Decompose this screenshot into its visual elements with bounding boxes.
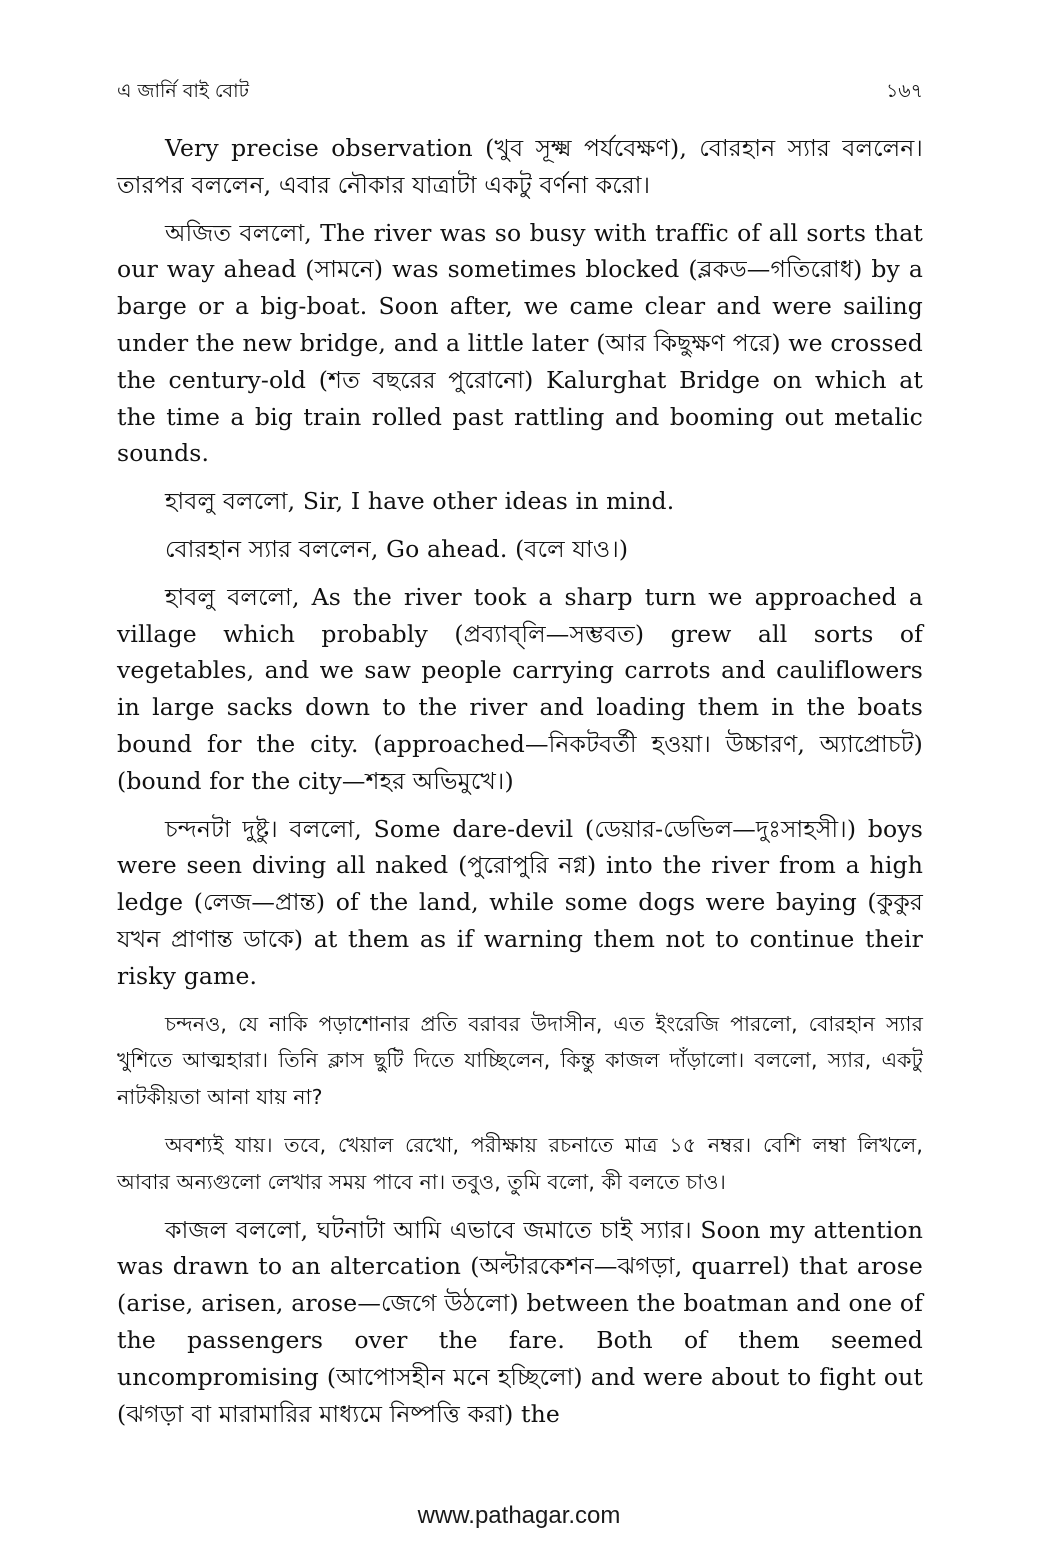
paragraph-8: অবশ্যই যায়। তবে, খেয়াল রেখো, পরীক্ষায় রচনাতে মাত্র ১৫ নম্বর। বেশি লম্বা লিখলে, আবার অন্যগুলো লেখার সময় পাবে না। তবুও, তুমি বলো, কী বলতে চাও। <box>117 1132 923 1194</box>
paragraph-5: হাবলু বললো, As the river took a sharp turn we approached a village which probably (প্রব্যাব্‌লি—সম্ভবত) grew all sorts of vegetables, and we saw people carrying carrots and cauliflowers in large sacks down to the river and loading them in the boats bound for the city. (approached—নিকটবর্তী হওয়া। উচ্চারণ, অ্যাপ্রোচট) (bound for the city—শহর অভিমুখে।) <box>117 582 923 795</box>
paragraph-3: হাবলু বললো, Sir, I have other ideas in mind. <box>165 487 675 516</box>
footer-url: www.pathagar.com <box>417 1502 621 1529</box>
body-text <box>117 130 923 1443</box>
paragraph-9: কাজল বললো, ঘটনাটা আমি এভাবে জমাতে চাই স্যার। Soon my attention was drawn to an altercation (অল্টারকেশন—ঝগড়া, quarrel) that arose (arise, arisen, arose—জেগে উঠলো) between the boatman and one of the passengers over the fare. Both of them seemed uncompromising (আপোসহীন মনে হচ্ছিলো) and were about to fight out (ঝগড়া বা মারামারির মাধ্যমে নিষ্পত্তি করা) the <box>117 1215 923 1428</box>
paragraph-7: চন্দনও, যে নাকি পড়াশোনার প্রতি বরাবর উদাসীন, এত ইংরেজি পারলো, বোরহান স্যার খুশিতে আত্মহারা। তিনি ক্লাস ছুটি দিতে যাচ্ছিলেন, কিন্তু কাজল দাঁড়ালো। বললো, স্যার, একটু নাটকীয়তা আনা যায় না? <box>117 1011 923 1110</box>
running-title: এ জার্নি বাই বোট <box>117 80 249 102</box>
paragraph-2: অজিত বললো, The river was so busy with traffic of all sorts that our way ahead (সামনে) was sometimes blocked (ব্লকড—গতিরোধ) by a barge or a big-boat. Soon after, we came clear and were sailing under the new bridge, and a little later (আর কিছুক্ষণ পরে) we crossed the century-old (শত বছরের পুরোনো) Kalurghat Bridge on which at the time a big train rolled past rattling and booming out metalic sounds. <box>117 218 923 468</box>
page-number: ১৬৭ <box>885 80 923 102</box>
paragraph-1: Very precise observation (খুব সূক্ষ্ম পর্যবেক্ষণ), বোরহান স্যার বললেন। তারপর বললেন, এবার নৌকার যাত্রাটা একটু বর্ণনা করো। <box>117 134 923 199</box>
paragraph-4: বোরহান স্যার বললেন, Go ahead. (বলে যাও।) <box>165 534 629 563</box>
paragraph-6: চন্দনটা দুষ্টু। বললো, Some dare-devil (ডেয়ার-ডেভিল—দুঃসাহসী।) boys were seen diving all naked (পুরোপুরি নগ্ন) into the river from a high ledge (লেজ—প্রান্ত) of the land, while some dogs were baying (কুকুর যখন প্রাণান্ত ডাকে) at them as if warning them not to continue their risky game. <box>117 814 923 990</box>
running-header <box>117 76 923 106</box>
